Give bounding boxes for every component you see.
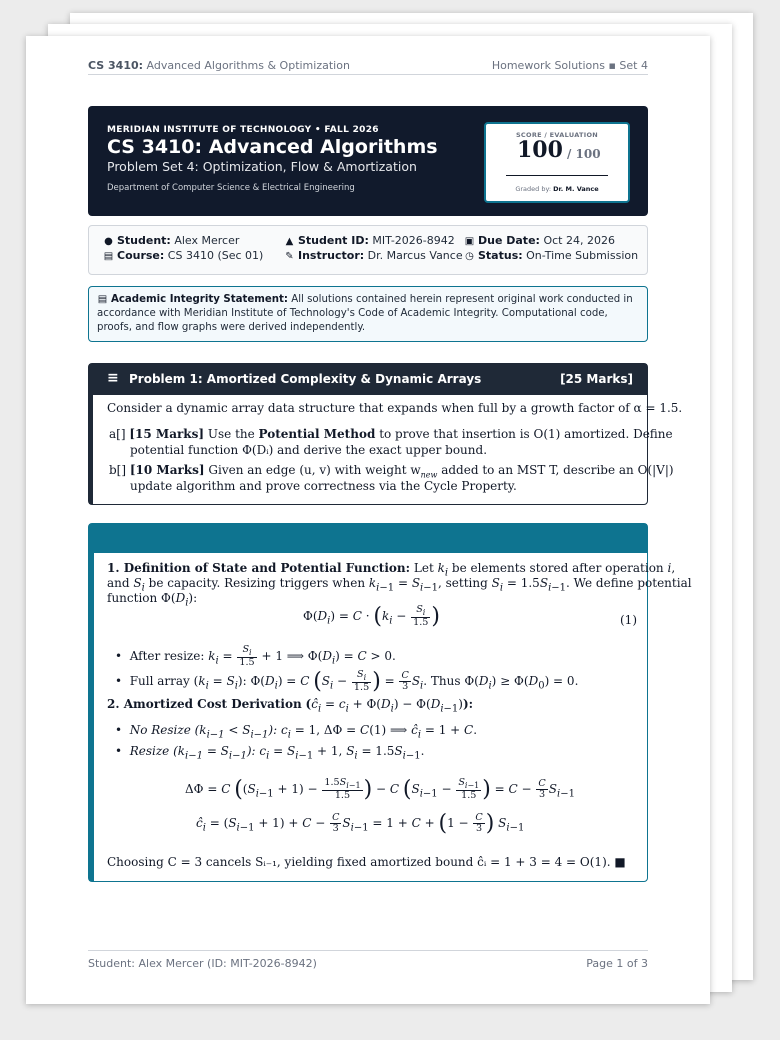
course-title: CS 3410: Advanced Algorithms (107, 136, 438, 158)
problem-title: Problem 1: Amortized Complexity & Dynamic Arrays (129, 372, 482, 386)
footer-student: Student: Alex Mercer (ID: MIT-2026-8942) (88, 957, 317, 970)
graduation-cap-icon: ▲ (285, 236, 294, 247)
part-a-line-1: a[] [15 Marks] Use the Potential Method to prove that insertion is O(1) amortized. Define (109, 427, 673, 441)
header-course-code: CS 3410: (88, 59, 144, 72)
solution-closing: Choosing C = 3 cancels Sᵢ₋₁, yielding fixed amortized bound ĉᵢ = 1 + 3 = 4 = O(1). ■ (107, 855, 626, 869)
course-field: ▤ Course: CS 3410 (Sec 01) (103, 249, 264, 262)
integrity-label: Academic Integrity Statement: (111, 294, 288, 305)
score-label: SCORE / EVALUATION (515, 131, 599, 139)
problem-set-subtitle: Problem Set 4: Optimization, Flow & Amortization (107, 159, 417, 174)
signature-line (506, 175, 608, 176)
solution-accent (89, 553, 94, 881)
bullet-resize: • Resize $(k_{i-1} = S_{i-1})$: $c_i = S_{i-1} + 1$, $S_i = 1.5S_{i-1}$. (115, 744, 425, 762)
problem-header (89, 364, 647, 395)
score-box (484, 122, 630, 203)
solution-para-1-line-1: 1. Definition of State and Potential Function: Let $k_i$ be elements stored after operation i, (107, 561, 676, 579)
layers-icon: ≡ (107, 370, 119, 386)
calendar-icon: ▣ (464, 236, 475, 247)
clipboard-icon: ▤ (97, 294, 108, 305)
equation-number: (1) (620, 613, 637, 627)
equation-1: $\Phi(D_i) = C \cdot (k_i$ − $\frac{S_i}{1.5}$ ) (303, 603, 440, 629)
problem-marks: [25 Marks] (560, 372, 633, 386)
user-icon: ● (104, 236, 113, 247)
bullet-full-array: • Full array $(k_i = S_i)$: $\Phi(D_i) = C$ ($S_i$ − $\frac{S_i}{1.5}$ ) = $\frac{C}{3}$ $S_i$. Thus $\Phi(D_i) \ge \Phi(D_0) = 0$. (115, 668, 579, 694)
bullet-after-resize: • After resize: $k_i$ = $\frac{S_i}{1.5}$ + 1 ⟹ $\Phi(D_i) = C > 0$. (115, 644, 396, 669)
due-date-field: ▣ Due Date: Oct 24, 2026 (464, 234, 615, 247)
grader-name: Dr. M. Vance (553, 185, 599, 193)
department: Department of Computer Science & Electrical Engineering (107, 183, 355, 193)
student-field: ● Student: Alex Mercer (104, 234, 240, 247)
solution-para-1-line-2: and $S_i$ be capacity. Resizing triggers when $k_{i-1} = S_{i-1}$, setting $S_i = 1.5S_{i-1}$. We define potential (107, 576, 692, 594)
score-value: 100 (517, 137, 563, 163)
part-a-line-2: potential function Φ(Dᵢ) and derive the exact upper bound. (130, 443, 488, 457)
integrity-text: All solutions contained herein represent original work conducted in accordance with Meridian Institute of Technology's Code of Academic Integrity. Computational code, proofs, and flow graphs were derived independently. (97, 294, 633, 333)
running-footer (88, 950, 648, 970)
institution: MERIDIAN INSTITUTE OF TECHNOLOGY • FALL 2026 (107, 125, 379, 135)
status-field: ◷ Status: On-Time Submission (465, 249, 639, 262)
clock-icon: ◷ (465, 251, 474, 262)
problem-card (88, 363, 683, 505)
page-number: Page 1 of 3 (586, 957, 648, 970)
running-header (88, 59, 648, 75)
solution-card (88, 523, 692, 882)
problem-intro: Consider a dynamic array data structure that expands when full by a growth factor of α = 1.5. (107, 401, 683, 415)
equation-delta-phi: ΔΦ = C ($(S_{i-1} + 1)$ − $\frac{1.5S_{i-1}}{1.5}$ ) − C ($S_{i-1}$ − $\frac{S_{i-1}}{1.5}$ ) = C − $\frac{C}{3}$ $S_{i-1}$ (185, 776, 575, 802)
solution-para-1-line-3: function $\Phi(D_i)$: (107, 591, 198, 609)
solution-section-2-title: 2. Amortized Cost Derivation $(ĉ_i = c_i + \Phi(D_i) - \Phi(D_{i-1}))$: (107, 697, 474, 715)
title-banner (88, 106, 648, 216)
student-id-field: ▲ Student ID: MIT-2026-8942 (285, 234, 455, 247)
graded-by: Graded by: Dr. M. Vance (515, 185, 599, 193)
part-b-line-2: update algorithm and prove correctness via the Cycle Property. (130, 479, 517, 493)
problem-accent (89, 395, 93, 504)
page (26, 36, 710, 1004)
bullet-no-resize: • No Resize $(k_{i-1} < S_{i-1})$: $c_i = 1$, ΔΦ = C(1) ⟹ $ĉ_i = 1 + C$. (115, 723, 478, 741)
score-total: / 100 (567, 147, 601, 161)
header-right: Homework Solutions ▪ Set 4 (491, 59, 648, 72)
header-course-name: Advanced Algorithms & Optimization (146, 59, 350, 72)
instructor-field: ✎ Instructor: Dr. Marcus Vance (285, 249, 463, 262)
pen-icon: ✎ (285, 251, 294, 262)
integrity-statement (88, 286, 648, 342)
equation-amortized-cost: $ĉ_i = (S_{i-1} + 1) + C$ − $\frac{C}{3}$ $S_{i-1} = 1 + C + (1$ − $\frac{C}{3}$ ) $S_{i-1}$ (196, 811, 525, 836)
book-icon: ▤ (103, 251, 114, 262)
student-info-panel (88, 225, 648, 275)
part-b-line-1: b[] [10 Marks] Given an edge (u, v) with weight $w_{new}$ added to an MST T, describe an O(|V|) (109, 463, 674, 480)
solution-header (89, 524, 647, 553)
